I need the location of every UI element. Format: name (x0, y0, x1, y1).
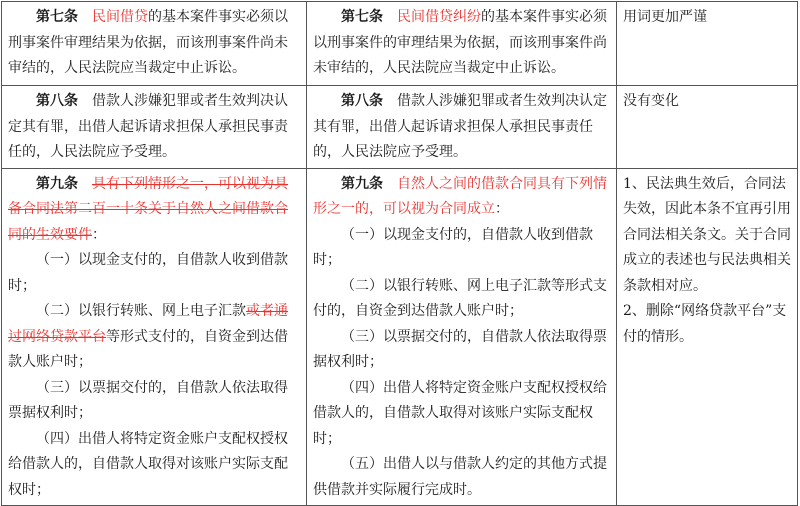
changed-text: 自然人之间的借款合同具有下列情形之一的，可以视为合同成立 (313, 175, 607, 217)
note-cell (617, 168, 798, 506)
list-item: （一）以现金支付的，自借款人收到借款时； (8, 252, 288, 294)
list-item: （二）以银行转账、网上电子汇款或者通过网络贷款平台等形式支付的，自资金到达借款人账户时； (8, 303, 288, 370)
list-item: （四）出借人将特定资金账户支配权授权给借款人的，自借款人取得对该账户实际支配权时； (313, 379, 607, 447)
changed-text: 民间借贷纠纷 (397, 9, 481, 25)
old-provision-cell (2, 86, 307, 169)
article-number: 第七条 (36, 9, 78, 25)
note-text: 没有变化 (623, 93, 679, 109)
article-number: 第七条 (341, 9, 383, 25)
article-9-old-head: 第九条 具有下列情形之一，可以视为具备合同法第二百一十条关于自然人之间借款合同的生效要件： (8, 175, 288, 243)
note-cell (617, 86, 798, 169)
deleted-text: 或者通过网络贷款平台 (8, 303, 288, 345)
article-9-new-head: 第九条 自然人之间的借款合同具有下列情形之一的，可以视为合同成立： (313, 175, 607, 217)
note-text: 1、民法典生效后，合同法失效，因此本条不宜再引用合同法相关条文。关于合同成立的表述也与民法典相关条款相对应。 (623, 175, 791, 294)
list-item: （二）以银行转账、网上电子汇款等形式支付的，自资金到达借款人账户时； (313, 277, 607, 319)
list-item: （一）以现金支付的，自借款人收到借款时； (313, 226, 593, 268)
table-row (2, 168, 798, 506)
list-item: （三）以票据交付的，自借款人依法取得票据权利时； (313, 328, 607, 370)
article-7-new: 第七条 民间借贷纠纷的基本案件事实必须以刑事案件的审理结果为依据，而该刑事案件尚未审结的，人民法院应当裁定中止诉讼。 (313, 9, 607, 76)
changed-text: 民间借贷 (92, 9, 148, 25)
list-item: （四）出借人将特定资金账户支配权授权给借款人的，自借款人取得对该账户实际支配权时； (8, 430, 288, 498)
article-number: 第九条 (341, 175, 383, 192)
article-number: 第九条 (36, 175, 78, 192)
old-provision-cell (2, 2, 307, 86)
list-item: （五）出借人以与借款人约定的其他方式提供借款并实际履行完成时。 (313, 456, 607, 498)
list-item: （三）以票据交付的，自借款人依法取得票据权利时； (8, 379, 288, 421)
article-8-old: 第八条 借款人涉嫌犯罪或者生效判决认定其有罪，出借人起诉请求担保人承担民事责任的，人民法院应予受理。 (8, 93, 288, 160)
deleted-text: 具有下列情形之一，可以视为具备合同法第二百一十条关于自然人之间借款合同的生效要件 (8, 175, 288, 243)
table-row (2, 2, 798, 86)
note-cell (617, 2, 798, 86)
article-number: 第八条 (341, 93, 383, 109)
note-text: 2、删除“网络贷款平台”支付的情形。 (623, 303, 787, 345)
note-text: 用词更加严谨 (623, 9, 707, 25)
article-7-old: 第七条 民间借贷的基本案件事实必须以刑事案件审理结果为依据，而该刑事案件尚未审结的，人民法院应当裁定中止诉讼。 (8, 9, 288, 76)
table-row (2, 86, 798, 169)
article-number: 第八条 (36, 93, 78, 109)
new-provision-cell (307, 168, 617, 506)
new-provision-cell (307, 86, 617, 169)
comparison-table (1, 1, 798, 506)
new-provision-cell (307, 2, 617, 86)
old-provision-cell (2, 168, 307, 506)
article-8-new: 第八条 借款人涉嫌犯罪或者生效判决认定其有罪，出借人起诉请求担保人承担民事责任的，人民法院应予受理。 (313, 93, 607, 160)
